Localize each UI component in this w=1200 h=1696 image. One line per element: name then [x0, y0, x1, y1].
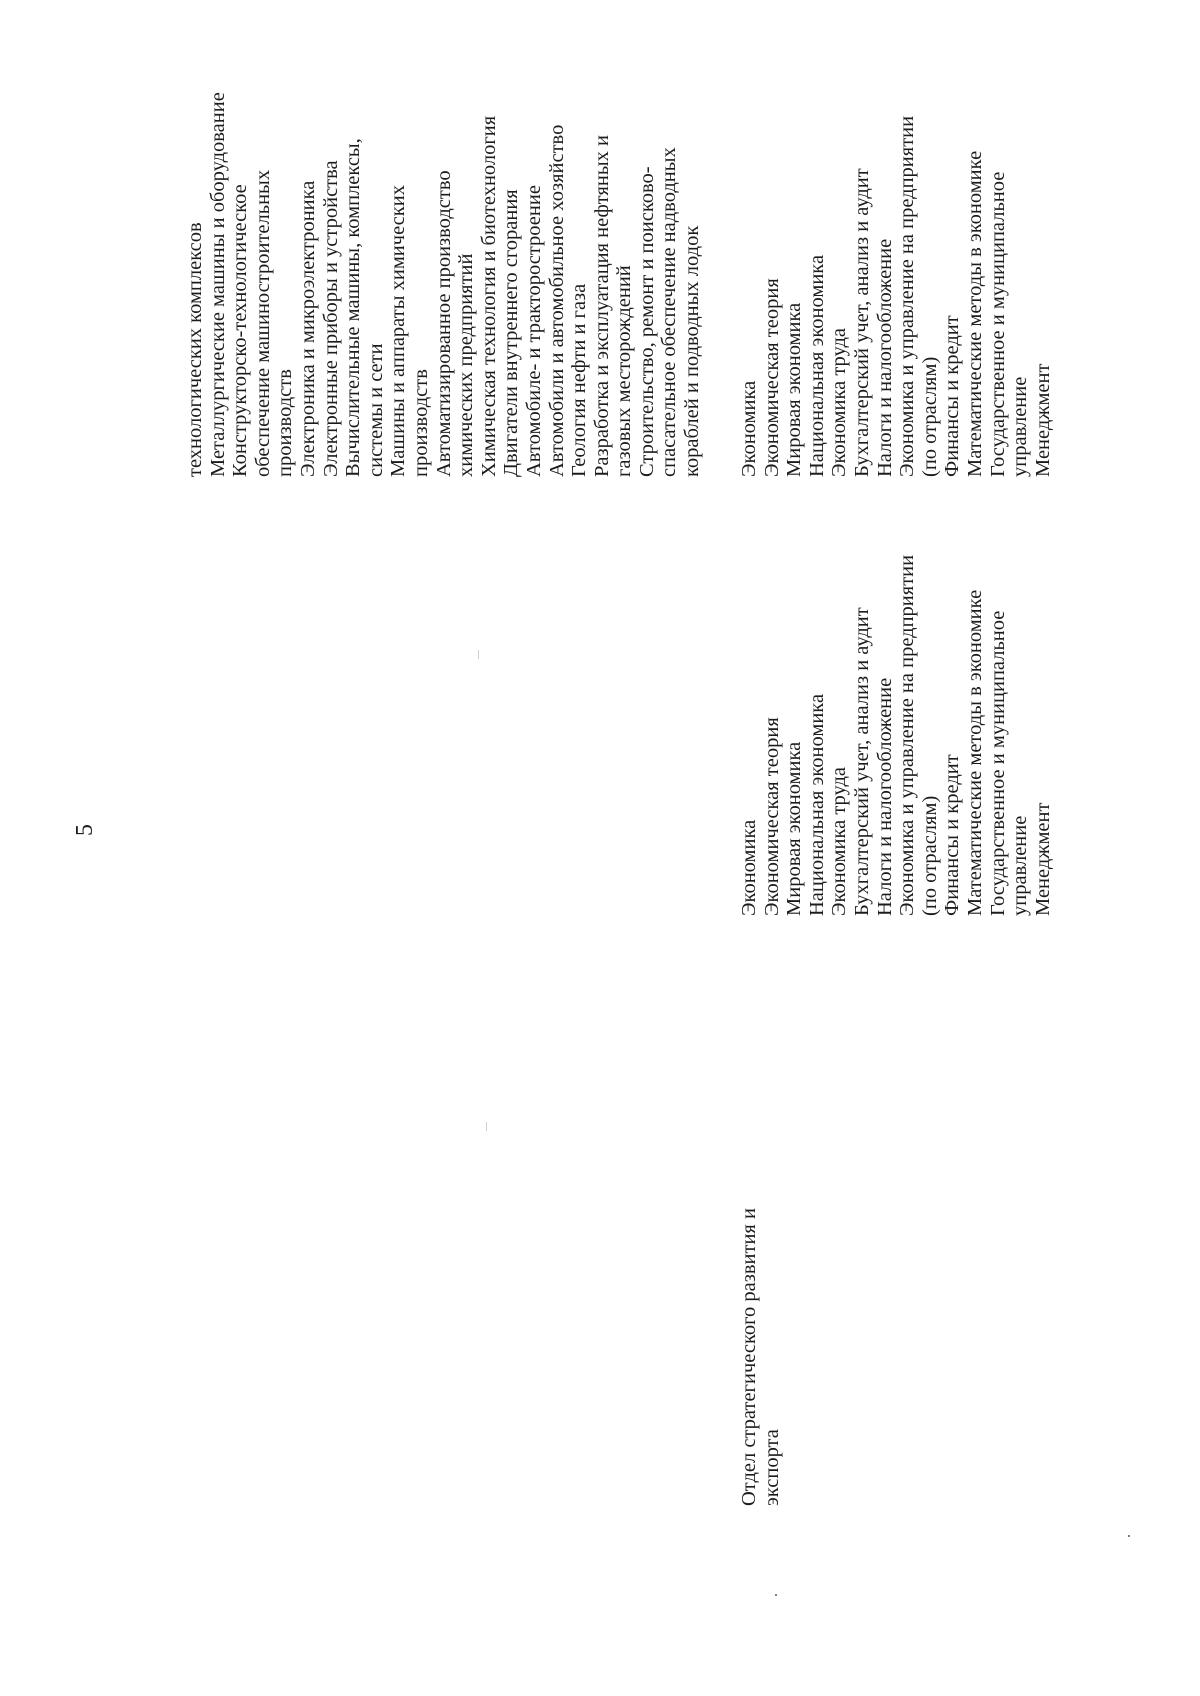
- list-item: Математические методы в экономике: [963, 150, 986, 477]
- list-item: газовых месторождений: [613, 265, 636, 477]
- list-item: производств: [409, 369, 432, 477]
- list-item: управление: [1009, 376, 1032, 477]
- list-item: системы и сети: [364, 343, 387, 477]
- list-item: Налоги и налогообложение: [873, 677, 896, 916]
- specialty-list-left: [738, 555, 1054, 916]
- list-item: технологических комплексов: [184, 222, 206, 477]
- list-item: Мировая экономика: [783, 741, 806, 916]
- list-item: Экономика: [738, 380, 760, 477]
- list-item: Менеджмент: [1031, 802, 1054, 916]
- list-item: Бухгалтерский учет, анализ и аудит: [850, 168, 873, 477]
- list-item: Автомобили и автомобильное хозяйство: [545, 124, 568, 477]
- list-item: Экономика труда: [828, 327, 851, 477]
- list-item: Национальная экономика: [805, 693, 828, 916]
- list-item: Государственное и муниципальное: [986, 610, 1009, 916]
- list-item: Автоматизированное производство: [432, 170, 455, 477]
- scan-mark: [486, 1122, 487, 1131]
- list-item: обеспечение машиностроительных: [251, 169, 274, 477]
- list-item: Экономика: [738, 819, 760, 916]
- list-item: химических предприятий: [455, 253, 478, 477]
- list-item: Бухгалтерский учет, анализ и аудит: [850, 607, 873, 916]
- scan-mark: [478, 650, 479, 659]
- page-number: 5: [72, 824, 98, 836]
- list-item: Конструкторско-технологическое: [229, 184, 252, 477]
- list-item: Экономика и управление на предприятии: [896, 115, 919, 477]
- scan-speck: [775, 1594, 777, 1596]
- list-item: Математические методы в экономике: [963, 589, 986, 916]
- scan-speck: [1128, 1535, 1130, 1537]
- list-item: Металлургические машины и оборудование: [206, 92, 229, 477]
- list-item: Финансы и кредит: [941, 754, 964, 916]
- list-item: Электроника и микроэлектроника: [296, 180, 319, 477]
- list-item: Двигатели внутреннего сгорания: [500, 189, 523, 477]
- list-item: Государственное и муниципальное: [986, 171, 1009, 477]
- specialty-list-right-bottom: [738, 116, 1054, 477]
- list-item: спасательное обеспечение надводных: [658, 147, 681, 477]
- specialty-list-right-top: [184, 92, 704, 477]
- list-item: управление: [1009, 815, 1032, 916]
- list-item: Химическая технология и биотехнология: [477, 115, 500, 477]
- list-item: Экономика и управление на предприятии: [896, 554, 919, 916]
- list-item: Машины и аппараты химических: [387, 185, 410, 477]
- list-item: Вычислительные машины, комплексы,: [342, 138, 365, 477]
- list-item: Экономика труда: [828, 766, 851, 916]
- list-item: Разработка и эксплуатация нефтяных и: [590, 135, 613, 477]
- list-item: Налоги и налогообложение: [873, 238, 896, 477]
- list-item: (по отраслям): [918, 356, 941, 477]
- list-item: Экономическая теория: [760, 717, 783, 916]
- text-line: экспорта: [760, 1429, 783, 1506]
- list-item: Экономическая теория: [760, 278, 783, 477]
- list-item: Мировая экономика: [783, 302, 806, 477]
- list-item: Национальная экономика: [805, 254, 828, 477]
- list-item: Электронные приборы и устройства: [319, 160, 342, 477]
- department-name: [738, 1208, 783, 1506]
- list-item: Финансы и кредит: [941, 315, 964, 477]
- list-item: Менеджмент: [1031, 363, 1054, 477]
- list-item: Автомобиле- и тракторостроение: [522, 185, 545, 477]
- list-item: кораблей и подводных лодок: [681, 225, 704, 477]
- list-item: Геология нефти и газа: [568, 283, 591, 477]
- list-item: производств: [274, 369, 297, 477]
- list-item: (по отраслям): [918, 795, 941, 916]
- list-item: Строительство, ремонт и поисково-: [635, 166, 658, 477]
- text-line: Отдел стратегического развития и: [738, 1208, 760, 1506]
